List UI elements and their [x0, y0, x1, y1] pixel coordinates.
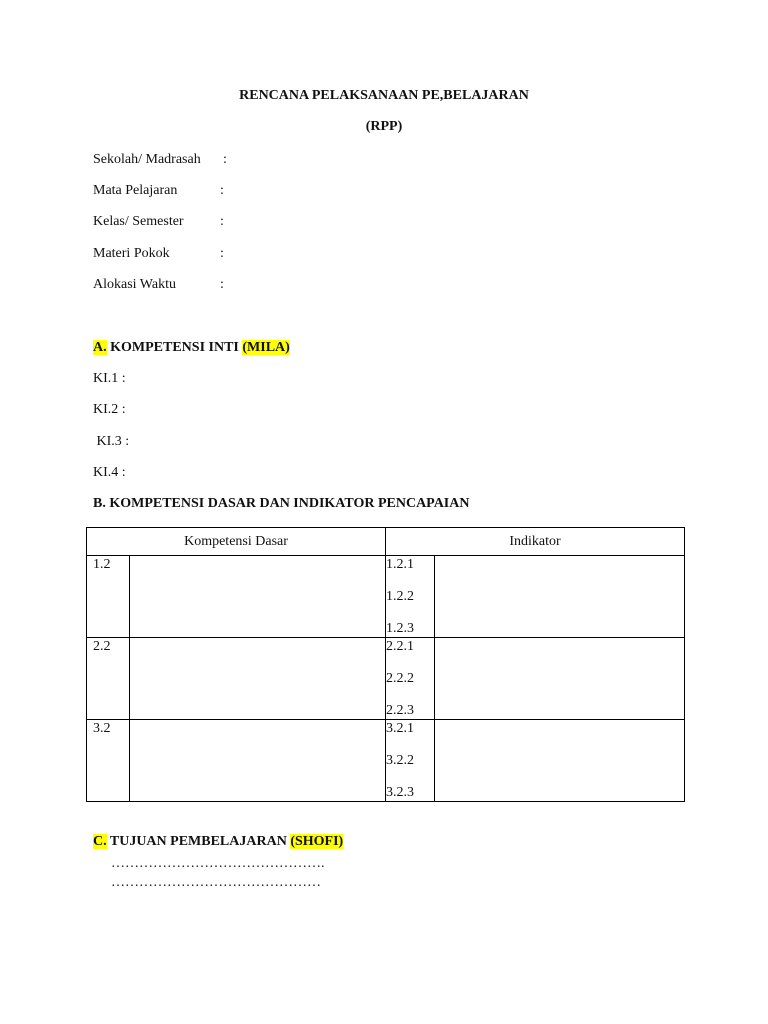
- field-time-allocation: [93, 276, 493, 294]
- field-label: Sekolah/ Madrasah: [93, 152, 201, 167]
- field-label: Kelas/ Semester: [93, 214, 184, 229]
- table-row: [87, 638, 685, 720]
- kd-number: 1.2: [87, 556, 130, 638]
- document-subtitle: (RPP): [365, 119, 403, 134]
- indicator-number: 3.2.2: [386, 753, 414, 768]
- section-a-title: KOMPETENSI INTI: [106, 340, 243, 355]
- indicator-numbers: [386, 638, 435, 720]
- field-label: Mata Pelajaran: [93, 183, 178, 198]
- indicator-content-cell[interactable]: [435, 556, 685, 638]
- field-main-material: [93, 245, 493, 263]
- indicator-number: 3.2.1: [386, 721, 414, 736]
- indicator-number: 3.2.3: [386, 785, 414, 800]
- indicator-content-cell[interactable]: [435, 638, 685, 720]
- section-a-tag: (MILA): [242, 340, 290, 355]
- kd-number: 3.2: [87, 720, 130, 802]
- kd-content-cell[interactable]: [130, 720, 386, 802]
- indicator-numbers: [386, 720, 435, 802]
- section-a-heading: [93, 339, 290, 357]
- kd-content-cell[interactable]: [130, 638, 386, 720]
- kd-content-cell[interactable]: [130, 556, 386, 638]
- field-school: [93, 151, 493, 169]
- section-c-heading: [93, 833, 343, 851]
- section-c-letter: C.: [93, 834, 107, 849]
- field-separator: :: [220, 183, 224, 198]
- objective-line-2[interactable]: ………………………………………: [111, 875, 321, 890]
- indicator-content-cell[interactable]: [435, 720, 685, 802]
- field-label: Materi Pokok: [93, 246, 170, 261]
- indicator-number: 2.2.1: [386, 639, 414, 654]
- kd-number: 2.2: [87, 638, 130, 720]
- table-row: [87, 720, 685, 802]
- indicator-number: 2.2.3: [386, 703, 414, 718]
- indicator-number: 1.2.2: [386, 589, 414, 604]
- table-row: [87, 556, 685, 638]
- document-title: RENCANA PELAKSANAAN PE,BELAJARAN: [239, 88, 529, 103]
- indicator-number: 1.2.3: [386, 621, 414, 636]
- field-label: Alokasi Waktu: [93, 277, 176, 292]
- section-b-heading: B. KOMPETENSI DASAR DAN INDIKATOR PENCAPAIAN: [93, 496, 470, 511]
- field-separator: :: [223, 152, 227, 167]
- ki-2: KI.2 :: [93, 402, 126, 417]
- field-subject: [93, 182, 493, 200]
- section-a-letter: A.: [93, 340, 107, 355]
- header-kompetensi-dasar: Kompetensi Dasar: [87, 528, 386, 556]
- ki-3: KI.3 :: [93, 434, 130, 449]
- indicator-number: 2.2.2: [386, 671, 414, 686]
- ki-1: KI.1 :: [93, 371, 126, 386]
- competency-table: [86, 527, 685, 802]
- section-c-tag: (SHOFI): [290, 834, 344, 849]
- ki-4: KI.4 :: [93, 465, 126, 480]
- field-separator: :: [220, 277, 224, 292]
- section-c-title: TUJUAN PEMBELAJARAN: [106, 834, 291, 849]
- objective-line-1[interactable]: ……………………………………….: [111, 856, 325, 871]
- indicator-number: 1.2.1: [386, 557, 414, 572]
- field-separator: :: [220, 214, 224, 229]
- field-class-semester: [93, 213, 493, 231]
- indicator-numbers: [386, 556, 435, 638]
- header-indikator: Indikator: [386, 528, 685, 556]
- field-separator: :: [220, 246, 224, 261]
